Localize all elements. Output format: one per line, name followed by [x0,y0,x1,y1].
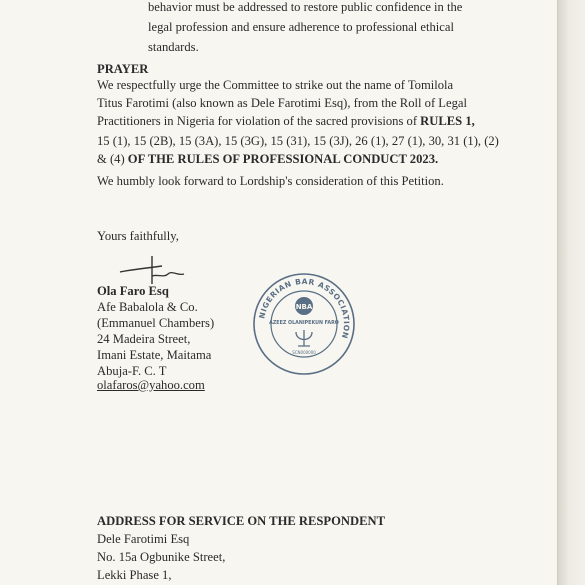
rules-list: 15 (1), 15 (2B), 15 (3A), 15 (3G), 15 (31), 15 (3J), 26 (1), 27 (1), 30, 31 (1), (2) [97,134,499,148]
nba-seal-stamp [252,272,356,376]
seal-ring-text: NIGERIAN BAR ASSOCIATION [257,276,352,340]
rules-conduct: OF THE RULES OF PROFESSIONAL CONDUCT 2023. [127,152,439,166]
address-line: Afe Babalola & Co. [97,300,198,314]
address-line: (Emmanuel Chambers) [97,316,215,330]
address-line: Imani Estate, Maitama [97,348,212,362]
respondent-line: Lekki Phase 1, [97,568,172,582]
seal-center-text: NBA [295,303,313,311]
scales-icon [296,330,312,346]
rules-intro: RULES 1, [420,114,475,128]
respondent-line: Dele Farotimi Esq [97,532,190,546]
prayer-heading: PRAYER [97,62,149,76]
prayer-line: We respectfully urge the Committee to strike out the name of Tomilola [97,78,454,92]
petition-closing-line: We humbly look forward to Lordship's consideration of this Petition. [97,174,444,188]
signatory-name: Ola Faro Esq [97,284,169,298]
respondent-heading: ADDRESS FOR SERVICE ON THE RESPONDENT [97,514,385,528]
amp-symbol: & [97,152,107,166]
rules-conduct-line [97,152,438,166]
email-link[interactable]: olafaros@yahoo.com [97,378,205,392]
page-shadow [558,0,585,585]
body-line: standards. [148,40,199,54]
rules-parenthetical: (4) [109,152,125,166]
body-line: behavior must be addressed to restore public confidence in the [148,0,463,14]
address-line: Abuja-F. C. T [97,364,167,378]
address-line: 24 Madeira Street, [97,332,191,346]
prayer-line [97,114,475,128]
salutation: Yours faithfully, [97,229,179,243]
respondent-line: No. 15a Ogbunike Street, [97,550,226,564]
seal-member-name: AZEEZ OLANIPEKUN FARO [269,321,339,326]
seal-member-number: SCN000000 [292,350,316,355]
prayer-line: Titus Farotimi (also known as Dele Farotimi Esq), from the Roll of Legal [97,96,467,110]
prayer-line-text: Practitioners in Nigeria for violation of the sacred provisions of [97,114,418,128]
body-line: legal profession and ensure adherence to professional ethical [148,20,454,34]
